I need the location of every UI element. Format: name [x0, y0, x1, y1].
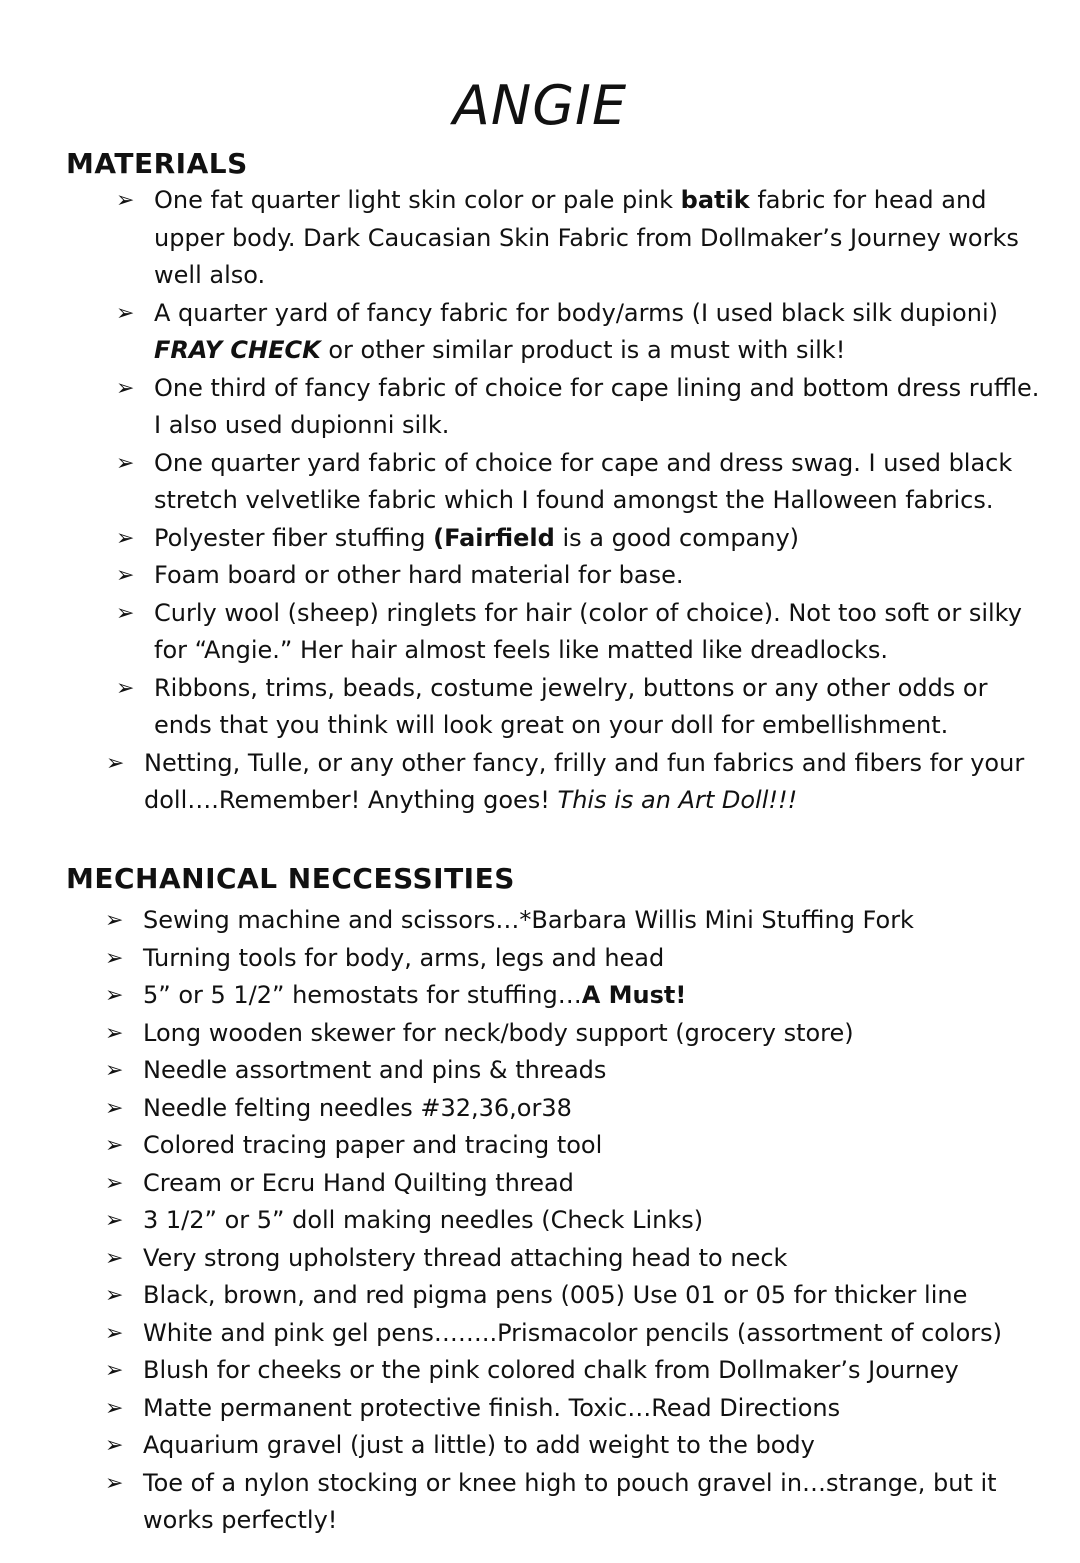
materials-heading: MATERIALS: [66, 147, 248, 180]
mechanical-list-item: [105, 1240, 1043, 1278]
materials-list-item: [116, 295, 1044, 370]
materials-list-item: [116, 445, 1044, 520]
materials-item-text: FRAY CHECK: [154, 336, 321, 364]
mechanical-item-text: Cream or Ecru Hand Quilting thread: [143, 1168, 574, 1197]
mechanical-item-text: A Must!: [581, 981, 687, 1009]
materials-item-text: One quarter yard fabric of choice for cape and dress swag. I used black stretch velvetlike fabric which I found amongst the Halloween fabrics.: [154, 448, 1013, 514]
mechanical-item-text: Aquarium gravel (just a little) to add weight to the body: [143, 1431, 815, 1459]
materials-item-text: This is an Art Doll!!!: [557, 786, 798, 814]
mechanical-item-text: Colored tracing paper and tracing tool: [143, 1131, 603, 1159]
materials-item-text: Foam board or other hard material for base.: [154, 561, 684, 589]
arrowhead-bullet-icon: ➢: [116, 563, 135, 588]
mechanical-item-text: Black, brown, and red pigma pens (005) Use 01 or 05 for thicker line: [143, 1281, 968, 1309]
mechanical-list-item: [105, 1465, 1043, 1540]
mechanical-item-text: Needle felting needles #32,36,or38: [143, 1093, 572, 1122]
mechanical-list-item: [105, 1277, 1043, 1315]
mechanical-item-text: Toe of a nylon stocking or knee high to pouch gravel in…strange, but it works perfectly!: [143, 1468, 997, 1534]
arrowhead-bullet-icon: ➢: [105, 1058, 124, 1083]
arrowhead-bullet-icon: ➢: [105, 1358, 124, 1383]
materials-list-item: [116, 595, 1044, 670]
mechanical-list-item: [105, 1015, 1043, 1053]
arrowhead-bullet-icon: ➢: [105, 1433, 124, 1458]
arrowhead-bullet-icon: ➢: [105, 1245, 124, 1271]
arrowhead-bullet-icon: ➢: [105, 1283, 124, 1308]
page-title: ANGIE: [452, 74, 628, 138]
mechanical-list-item: [105, 1052, 1043, 1090]
materials-list-item: [116, 670, 1044, 745]
mechanical-item-text: Sewing machine and scissors…*Barbara Willis Mini Stuffing Fork: [143, 906, 914, 934]
materials-item-text: Netting, Tulle, or any other fancy, frilly and fun fabrics and fibers for your doll….Remember! Anything goes!: [144, 748, 1025, 814]
materials-item-text: Polyester fiber stuffing: [154, 523, 434, 552]
materials-item-text: Curly wool (sheep) ringlets for hair (color of choice). Not too soft or silky for “Angie.” Her hair almost feels like matted like dreadlocks.: [154, 598, 1022, 664]
arrowhead-bullet-icon: ➢: [105, 945, 124, 971]
materials-item-text: is a good company): [554, 523, 800, 552]
arrowhead-bullet-icon: ➢: [105, 1020, 124, 1046]
mechanical-list-item: [105, 1090, 1043, 1128]
arrowhead-bullet-icon: ➢: [116, 450, 135, 476]
mechanical-item-text: 3 1/2” or 5” doll making needles (Check Links): [143, 1206, 704, 1234]
mechanical-necessities-heading: MECHANICAL NECCESSITIES: [66, 862, 515, 895]
mechanical-list-item: [105, 1202, 1043, 1240]
mechanical-list-item: [105, 1390, 1043, 1428]
arrowhead-bullet-icon: ➢: [116, 300, 135, 326]
mechanical-list-item: [105, 902, 1043, 940]
materials-item-text: One fat quarter light skin color or pale pink: [154, 186, 681, 214]
materials-item-text: Ribbons, trims, beads, costume jewelry, buttons or any other odds or ends that you think will look great on your doll for embellishment.: [154, 673, 988, 739]
arrowhead-bullet-icon: ➢: [116, 375, 135, 401]
mechanical-item-text: 5” or 5 1/2” hemostats for stuffing…: [143, 981, 582, 1009]
materials-list-item: [106, 745, 1044, 820]
arrowhead-bullet-icon: ➢: [105, 1395, 124, 1421]
mechanical-list-item: [105, 1352, 1043, 1390]
materials-item-text: fabric for head and upper body. Dark Caucasian Skin Fabric from Dollmaker’s Journey works well also.: [154, 186, 1019, 289]
mechanical-list-item: [105, 940, 1043, 978]
arrowhead-bullet-icon: ➢: [116, 525, 135, 551]
mechanical-item-text: Very strong upholstery thread attaching head to neck: [143, 1243, 788, 1272]
mechanical-list-item: [105, 977, 1043, 1015]
mechanical-list-item: [105, 1315, 1043, 1353]
mechanical-list-item: [105, 1427, 1043, 1465]
materials-list-item: [116, 557, 1044, 595]
mechanical-item-text: Needle assortment and pins & threads: [143, 1056, 607, 1084]
mechanical-necessities-list: [105, 902, 1043, 1540]
materials-item-text: (Fairfield: [433, 523, 555, 552]
mechanical-item-text: White and pink gel pens……..Prismacolor pencils (assortment of colors): [143, 1318, 1003, 1347]
materials-item-text: A quarter yard of fancy fabric for body/arms (I used black silk dupioni): [154, 298, 998, 327]
materials-item-text: batik: [680, 186, 750, 214]
arrowhead-bullet-icon: ➢: [105, 983, 124, 1008]
arrowhead-bullet-icon: ➢: [105, 1208, 124, 1233]
arrowhead-bullet-icon: ➢: [105, 1095, 124, 1121]
arrowhead-bullet-icon: ➢: [105, 1470, 124, 1496]
arrowhead-bullet-icon: ➢: [116, 188, 135, 213]
arrowhead-bullet-icon: ➢: [116, 600, 135, 626]
arrowhead-bullet-icon: ➢: [105, 908, 124, 933]
mechanical-item-text: Blush for cheeks or the pink colored chalk from Dollmaker’s Journey: [143, 1356, 959, 1384]
mechanical-item-text: Matte permanent protective finish. Toxic…Read Directions: [143, 1393, 841, 1422]
mechanical-item-text: Long wooden skewer for neck/body support (grocery store): [143, 1018, 854, 1047]
materials-list: [106, 182, 1044, 820]
arrowhead-bullet-icon: ➢: [105, 1320, 124, 1346]
materials-list-item: [116, 370, 1044, 445]
materials-list-item: [116, 182, 1044, 295]
materials-item-text: One third of fancy fabric of choice for cape lining and bottom dress ruffle. I also used dupionni silk.: [154, 373, 1040, 439]
arrowhead-bullet-icon: ➢: [106, 750, 125, 776]
mechanical-list-item: [105, 1127, 1043, 1165]
materials-list-item: [116, 520, 1044, 558]
arrowhead-bullet-icon: ➢: [105, 1170, 124, 1196]
arrowhead-bullet-icon: ➢: [116, 675, 135, 701]
materials-item-text: or other similar product is a must with silk!: [320, 336, 846, 364]
mechanical-item-text: Turning tools for body, arms, legs and head: [143, 943, 665, 972]
mechanical-list-item: [105, 1165, 1043, 1203]
arrowhead-bullet-icon: ➢: [105, 1133, 124, 1158]
